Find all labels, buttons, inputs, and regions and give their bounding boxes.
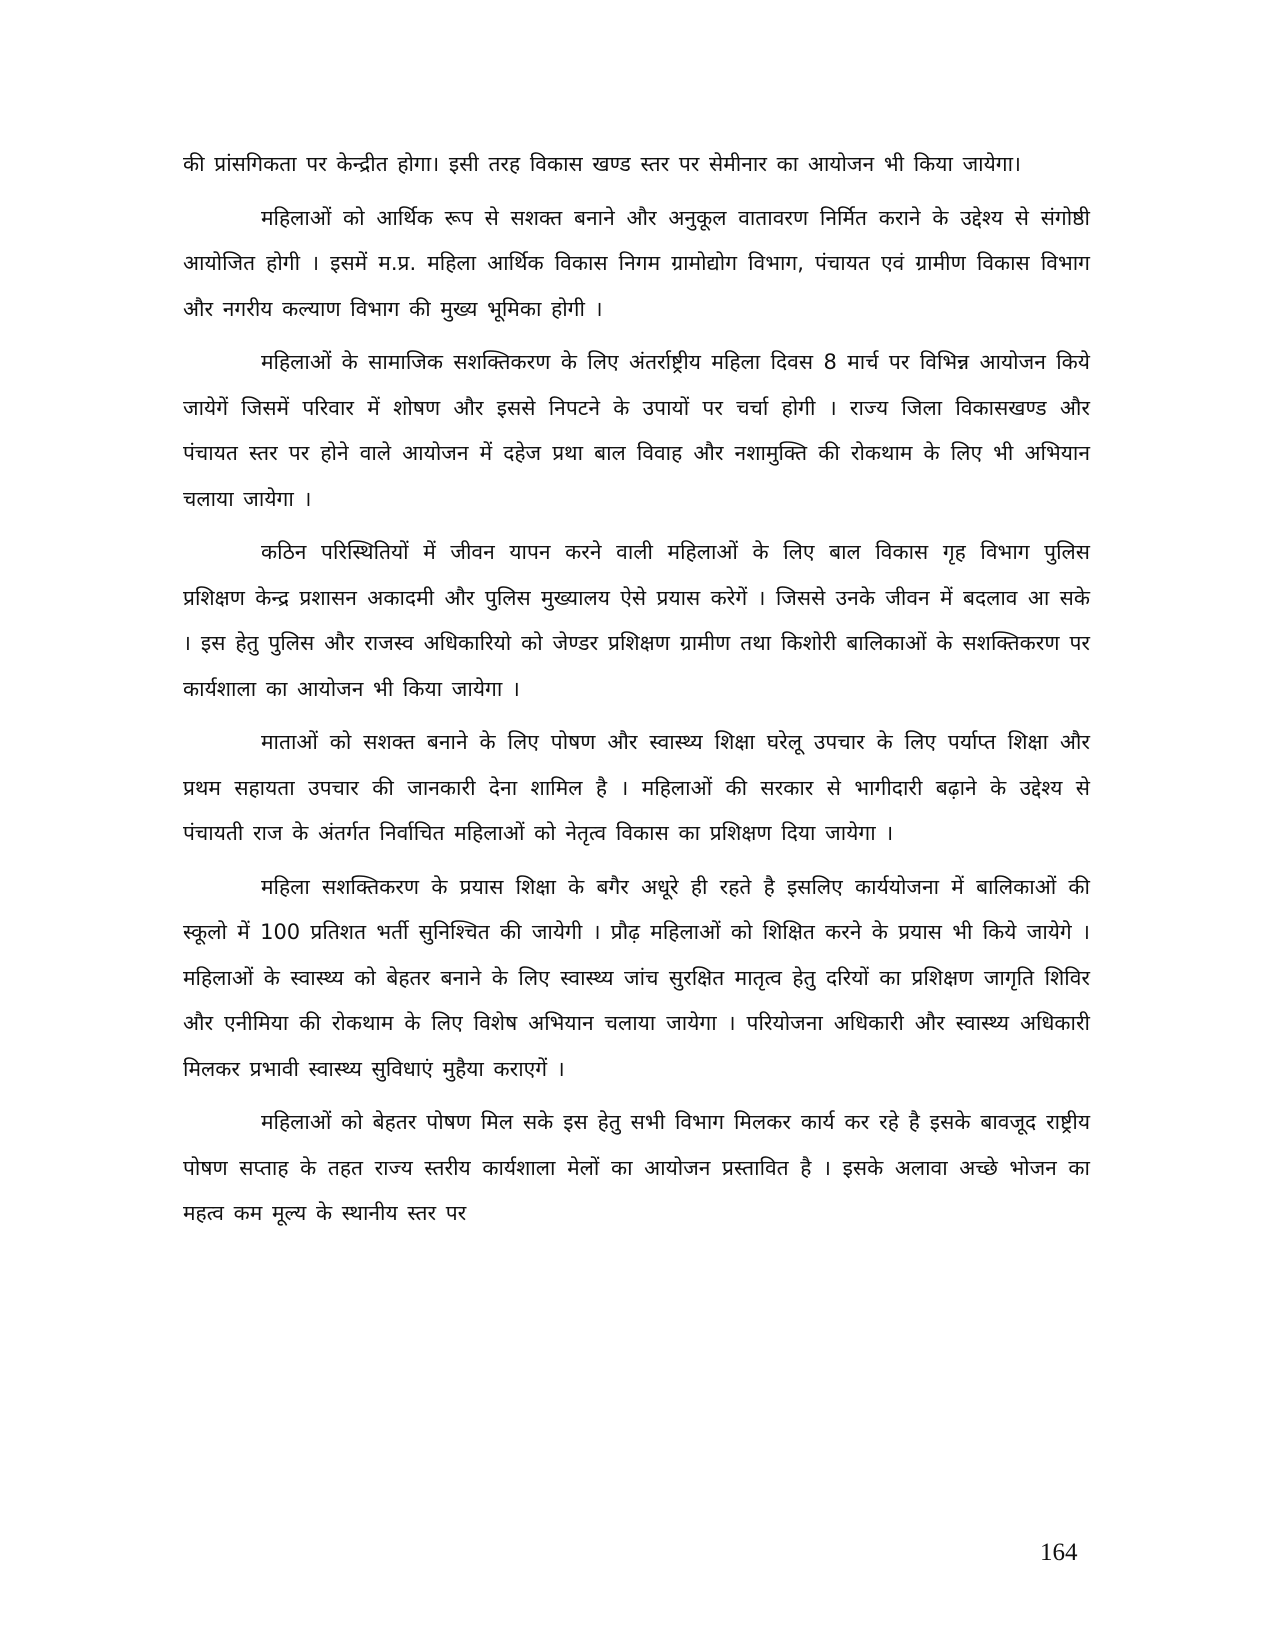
paragraph-nutrition-week: महिलाओं को बेहतर पोषण मिल सके इस हेतु सभी विभाग मिलकर कार्य कर रहे है इसके बावजूद राष्ट्रीय पोषण सप्ताह के तहत राज्य स्तरीय कार्यशाला मेलों का आयोजन प्रस्तावित है । इसके अलावा अच्छे भोजन का महत्व कम मूल्य के स्थानीय स्तर पर — [183, 1110, 1090, 1225]
paragraph-education-health: महिला सशक्तिकरण के प्रयास शिक्षा के बगैर अधूरे ही रहते है इसलिए कार्ययोजना में बालिकाओं की स्कूलो में 100 प्रतिशत भर्ती सुनिश्चित की जायेगी । प्रौढ़ महिलाओं को शिक्षित करने के प्रयास भी किये जायेगे । महिलाओं के स्वास्थ्य को बेहतर बनाने के लिए स्वास्थ्य जांच सुरक्षित मातृत्व हेतु दरियों का प्रशिक्षण जागृति शिविर और एनीमिया की रोकथाम के लिए विशेष अभियान चलाया जायेगा । परियोजना अधिकारी और स्वास्थ्य अधिकारी मिलकर प्रभावी स्वास्थ्य सुविधाएं मुहैया कराएगें । — [183, 874, 1090, 1081]
paragraph-mothers-nutrition: माताओं को सशक्त बनाने के लिए पोषण और स्वास्थ्य शिक्षा घरेलू उपचार के लिए पर्याप्त शिक्षा और प्रथम सहायता उपचार की जानकारी देना शामिल है । महिलाओं की सरकार से भागीदारी बढ़ाने के उद्देश्य से पंचायती राज के अंतर्गत निर्वाचित महिलाओं को नेतृत्व विकास का प्रशिक्षण दिया जायेगा । — [183, 730, 1090, 845]
body-text — [183, 142, 1090, 1245]
paragraph-social-empowerment: महिलाओं के सामाजिक सशक्तिकरण के लिए अंतर्राष्ट्रीय महिला दिवस 8 मार्च पर विभिन्न आयोजन किये जायेगें जिसमें परिवार में शोषण और इससे निपटने के उपायों पर चर्चा होगी । राज्य जिला विकासखण्ड और पंचायत स्तर पर होने वाले आयोजन में दहेज प्रथा बाल विवाह और नशामुक्ति की रोकथाम के लिए भी अभियान चलाया जायेगा । — [183, 350, 1090, 511]
paragraph-economic-empowerment: महिलाओं को आर्थिक रूप से सशक्त बनाने और अनुकूल वातावरण निर्मित कराने के उद्देश्य से संगोष्ठी आयोजित होगी । इसमें म.प्र. महिला आर्थिक विकास निगम ग्रामोद्योग विभाग, पंचायत एवं ग्रामीण विकास विभाग और नगरीय कल्याण विभाग की मुख्य भूमिका होगी । — [183, 205, 1090, 321]
paragraph-difficult-circumstances: कठिन परिस्थितियों में जीवन यापन करने वाली महिलाओं के लिए बाल विकास गृह विभाग पुलिस प्रशिक्षण केन्द्र प्रशासन अकादमी और पुलिस मुख्यालय ऐसे प्रयास करेगें । जिससे उनके जीवन में बदलाव आ सके । इस हेतु पुलिस और राजस्व अधिकारियो को जेण्डर प्रशिक्षण ग्रामीण तथा किशोरी बालिकाओं के सशक्तिकरण पर कार्यशाला का आयोजन भी किया जायेगा । — [183, 540, 1090, 701]
page-number: 164 — [1040, 1539, 1078, 1566]
paragraph-continuation: की प्रांसगिकता पर केन्द्रीत होगा। इसी तरह विकास खण्ड स्तर पर सेमीनार का आयोजन भी किया जायेगा। — [183, 152, 1021, 176]
